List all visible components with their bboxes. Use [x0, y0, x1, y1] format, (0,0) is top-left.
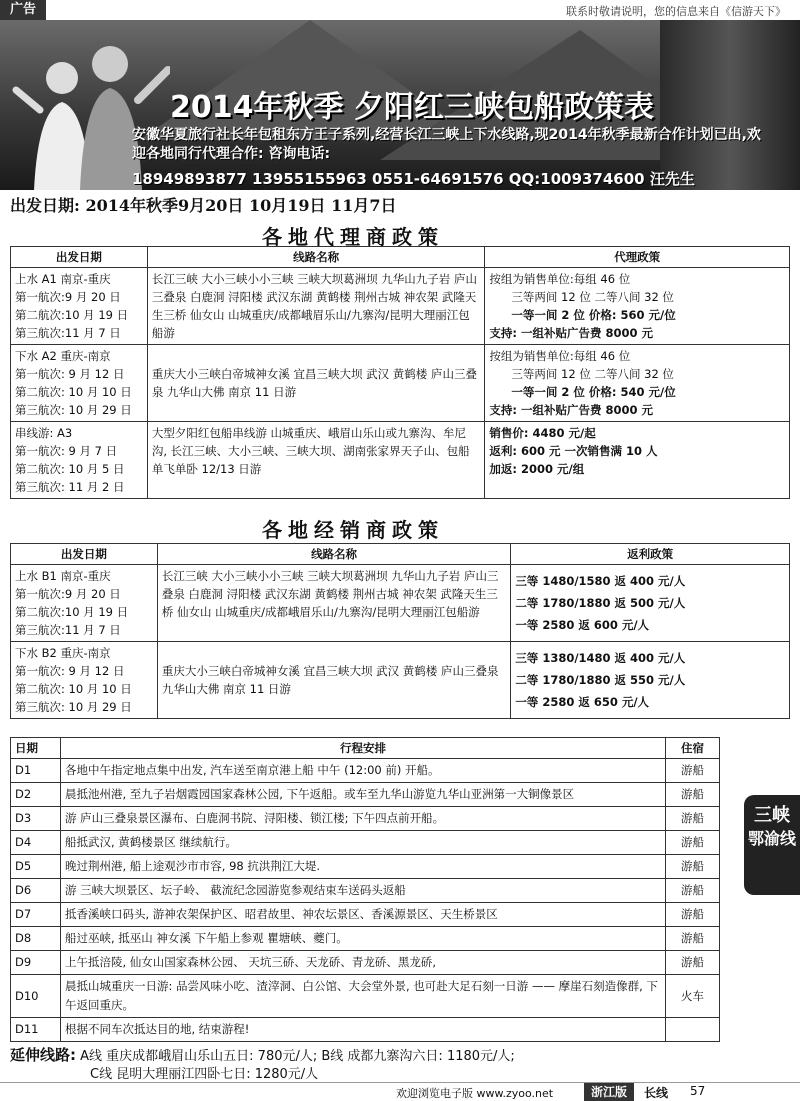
edition-badge: 浙江版: [584, 1083, 634, 1101]
cliff-shape: [660, 20, 800, 190]
table-row: D4 船抵武汉, 黄鹤楼景区 继续航行。 游船: [11, 831, 720, 855]
route-cell: 重庆大小三峡白帝城神女溪 宜昌三峡大坝 武汉 黄鹤楼 庐山三叠泉 九华山大佛 南京 11 日游: [157, 642, 510, 719]
itinerary-table: [10, 737, 720, 1042]
table-header: 代理政策: [485, 247, 790, 268]
table-row: D6 游 三峡大坝景区、坛子岭、 截流纪念园游览参观结束车送码头返船 游船: [11, 879, 720, 903]
table-row: D10 晨抵山城重庆一日游: 品尝风味小吃、渣滓洞、白公馆、大会堂外景, 也可赴大足石刻一日游 —— 摩崖石刻造像群, 下午返回重庆。 火车: [11, 975, 720, 1018]
table-header: 出发日期: [11, 544, 158, 565]
route-cell: 长江三峡 大小三峡小小三峡 三峡大坝葛洲坝 九华山九子岩 庐山三叠泉 白鹿洞 浔阳楼 武汉东湖 黄鹤楼 荆州古城 神农架 武隆天生三桥 仙女山 山城重庆/成都峨眉乐山/九寨沟/昆明大理丽江包船游: [147, 268, 485, 345]
table-row: [11, 268, 790, 345]
table-header-row: [11, 738, 720, 759]
table-row: [11, 422, 790, 499]
hero-title: 2014年秋季 夕阳红三峡包船政策表: [170, 90, 654, 125]
extension-line2: C线 昆明大理丽江四卧七日: 1280元/人: [90, 1067, 319, 1082]
table-header: 返利政策: [511, 544, 790, 565]
route-cell: 大型夕阳红包船串线游 山城重庆、峨眉山乐山或九寨沟、牟尼沟, 长江三峡、大小三峡、三峡大坝、湖南张家界天子山、包船单飞单卧 12/13 日游: [147, 422, 485, 499]
departure-dates: 出发日期: 2014年秋季9月20日 10月19日 11月7日: [10, 196, 397, 215]
policy-cell: 按组为销售单位:每组 46 位 三等两间 12 位 二等八间 32 位 一等一间 2 位 价格: 560 元/位 支持: 一组补贴广告费 8000 元: [485, 268, 790, 345]
date-cell: 上水 A1 南京-重庆 第一航次:9 月 20 日 第二航次:10 月 19 日 第三航次:11 月 7 日: [11, 268, 148, 345]
table-row: [11, 345, 790, 422]
dealer-policy-title: 各地经销商政策: [262, 518, 444, 542]
rebate-cell: 三等 1480/1580 返 400 元/人 二等 1780/1880 返 500 元/人 一等 2580 返 600 元/人: [511, 565, 790, 642]
date-cell: 串线游: A3 第一航次: 9 月 7 日 第二航次: 10 月 5 日 第三航次: 11 月 2 日: [11, 422, 148, 499]
agent-policy-table: [10, 246, 790, 499]
table-row: D7 抵香溪峡口码头, 游神农架保护区、昭君故里、神农坛景区、香溪源景区、天生桥景区 游船: [11, 903, 720, 927]
side-tab-line2: 鄂渝线: [748, 829, 797, 848]
table-header-row: [11, 247, 790, 268]
ad-tag: 广告: [0, 0, 46, 20]
route-cell: 长江三峡 大小三峡小小三峡 三峡大坝葛洲坝 九华山九子岩 庐山三叠泉 白鹿洞 浔阳楼 武汉东湖 黄鹤楼 荆州古城 神农架 武隆天生三桥 仙女山 山城重庆/成都峨眉乐山/九寨沟/昆明大理丽江包船游: [157, 565, 510, 642]
table-header: 住宿: [666, 738, 720, 759]
extension-routes: [10, 1046, 515, 1084]
hero-contact: 18949893877 13955155963 0551-64691576 QQ:1009374600 汪先生: [132, 170, 695, 188]
page-number: 57: [690, 1084, 706, 1098]
policy-cell: 按组为销售单位:每组 46 位 三等两间 12 位 二等八间 32 位 一等一间 2 位 价格: 540 元/位 支持: 一组补贴广告费 8000 元: [485, 345, 790, 422]
date-cell: 上水 B1 南京-重庆 第一航次:9 月 20 日 第二航次:10 月 19 日 第三航次:11 月 7 日: [11, 565, 158, 642]
date-cell: 下水 B2 重庆-南京 第一航次: 9 月 12 日 第二航次: 10 月 10 日 第三航次: 10 月 29 日: [11, 642, 158, 719]
hero-banner: [0, 20, 800, 190]
category-label: 长线: [644, 1086, 669, 1100]
route-side-tab: [744, 795, 800, 895]
footer-bar: [0, 1082, 800, 1101]
table-row: D9 上午抵涪陵, 仙女山国家森林公园、 天坑三硚、天龙硚、青龙硚、黑龙硚, 游船: [11, 951, 720, 975]
table-row: D5 晚过荆州港, 船上途观沙市市容, 98 抗洪荆江大堤. 游船: [11, 855, 720, 879]
table-header: 线路名称: [157, 544, 510, 565]
side-tab-line1: 三峡: [754, 805, 790, 826]
table-row: [11, 642, 790, 719]
top-notice: 联系时敬请说明，您的信息来自《信游天下》: [566, 5, 786, 18]
table-row: [11, 565, 790, 642]
rebate-cell: 三等 1380/1480 返 400 元/人 二等 1780/1880 返 550 元/人 一等 2580 返 650 元/人: [511, 642, 790, 719]
table-header: 线路名称: [147, 247, 485, 268]
extension-line1: A线 重庆成都峨眉山乐山五日: 780元/人; B线 成都九寨沟六日: 1180元/人;: [80, 1049, 515, 1064]
hero-intro: 安徽华夏旅行社长年包租东方王子系列,经营长江三峡上下水线路,现2014年秋季最新合作计划已出,欢迎各地同行代理合作: 咨询电话:: [132, 127, 761, 162]
policy-cell: 销售价: 4480 元/起 返利: 600 元 一次销售满 10 人 加返: 2000 元/组: [485, 422, 790, 499]
table-header: 日期: [11, 738, 61, 759]
elderly-couple-illustration: [10, 30, 170, 190]
table-header-row: [11, 544, 790, 565]
footer-website[interactable]: 欢迎浏览电子版 www.zyoo.net: [396, 1087, 554, 1100]
table-row: D1 各地中午指定地点集中出发, 汽车送至南京港上船 中午 (12:00 前) 开船。 游船: [11, 759, 720, 783]
route-cell: 重庆大小三峡白帝城神女溪 宜昌三峡大坝 武汉 黄鹤楼 庐山三叠泉 九华山大佛 南京 11 日游: [147, 345, 485, 422]
dealer-policy-table: [10, 543, 790, 719]
table-row: D2 晨抵池州港, 至九子岩烟霞园国家森林公园, 下午返船。或车至九华山游览九华山亚洲第一大铜像景区 游船: [11, 783, 720, 807]
agent-policy-title: 各地代理商政策: [262, 225, 444, 249]
table-header: 行程安排: [60, 738, 665, 759]
table-row: D3 游 庐山三叠泉景区瀑布、白鹿洞书院、浔阳楼、锁江楼; 下午四点前开船。 游船: [11, 807, 720, 831]
table-row: D11 根据不同车次抵达目的地, 结束游程!: [11, 1018, 720, 1042]
date-cell: 下水 A2 重庆-南京 第一航次: 9 月 12 日 第二航次: 10 月 10 日 第三航次: 10 月 29 日: [11, 345, 148, 422]
extension-label: 延伸线路:: [10, 1046, 76, 1064]
table-header: 出发日期: [11, 247, 148, 268]
top-bar: [0, 0, 800, 21]
table-row: D8 船过巫峡, 抵巫山 神女溪 下午船上参观 瞿塘峡、夔门。 游船: [11, 927, 720, 951]
